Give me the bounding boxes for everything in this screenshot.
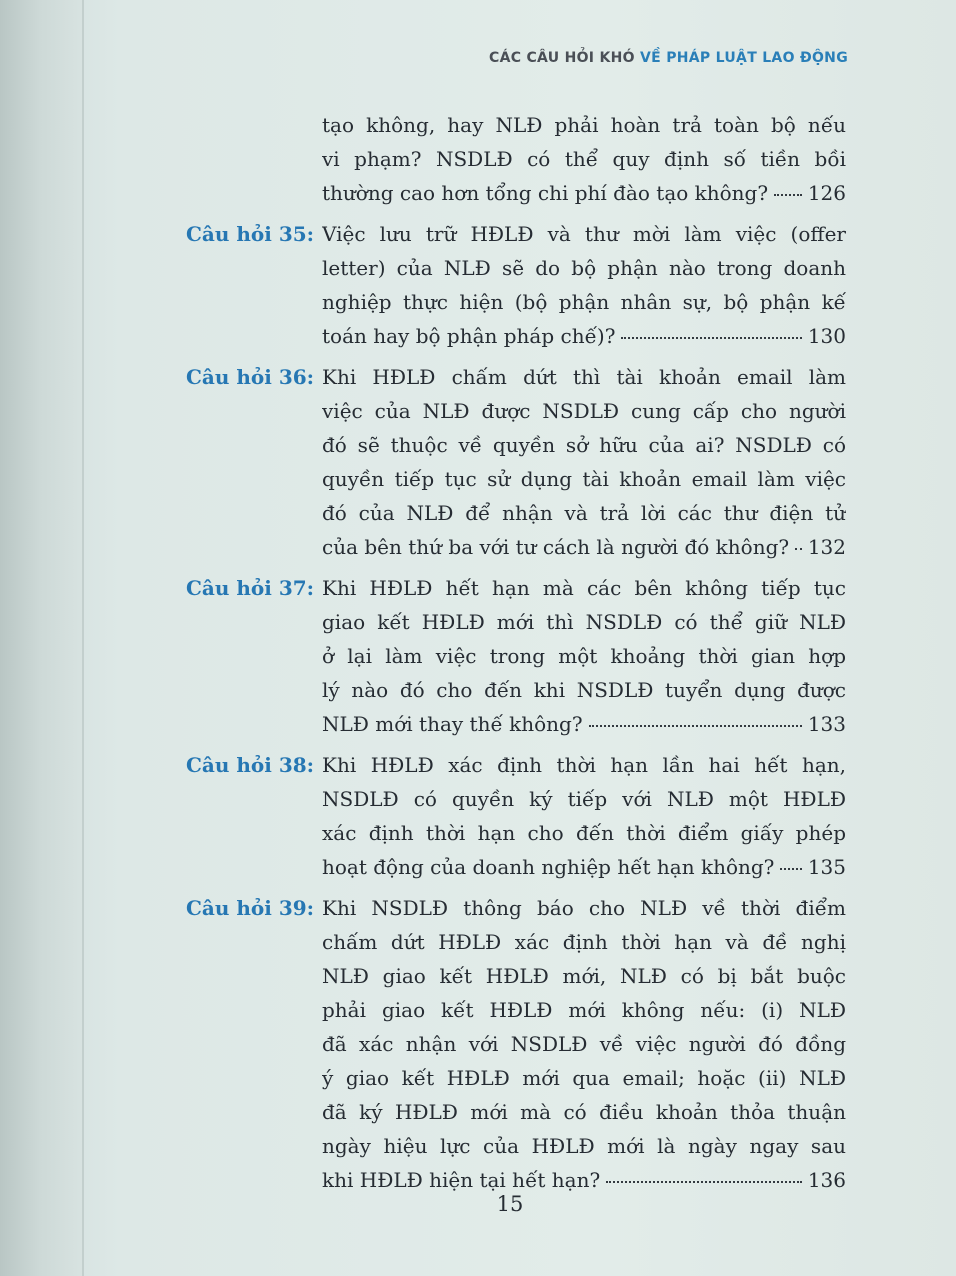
toc-line — [186, 639, 846, 673]
gutter-line — [82, 0, 84, 1276]
header-part-1: CÁC CÂU HỎI KHÓ — [489, 50, 641, 66]
page-reference: 133 — [807, 712, 846, 736]
question-text: đó của NLĐ để nhận và trả lời các thư điện tử — [322, 501, 846, 525]
running-header — [489, 50, 848, 66]
question-text: Khi HĐLĐ chấm dứt thì tài khoản email làm — [322, 365, 846, 389]
toc-line — [186, 816, 846, 850]
toc-line — [186, 571, 846, 605]
toc-line — [186, 462, 846, 496]
toc-line — [186, 1129, 846, 1163]
toc-entry — [186, 360, 846, 564]
question-text: việc của NLĐ được NSDLĐ cung cấp cho người — [322, 399, 846, 423]
toc-line — [186, 850, 846, 884]
dot-leader — [589, 724, 802, 727]
toc-entry — [186, 891, 846, 1197]
question-text: phải giao kết HĐLĐ mới không nếu: (i) NLĐ — [322, 998, 846, 1022]
toc-line — [186, 748, 846, 782]
toc-line — [186, 1027, 846, 1061]
question-text: lý nào đó cho đến khi NSDLĐ tuyển dụng được — [322, 678, 846, 702]
question-text: nghiệp thực hiện (bộ phận nhân sự, bộ phận kế — [322, 290, 846, 314]
question-label: Câu hỏi 37: — [186, 576, 315, 600]
binding-gutter — [0, 0, 84, 1276]
question-text: chấm dứt HĐLĐ xác định thời hạn và đề nghị — [322, 930, 846, 954]
question-text: đã xác nhận với NSDLĐ về việc người đó đồng — [322, 1032, 846, 1056]
question-text: quyền tiếp tục sử dụng tài khoản email làm việc — [322, 467, 846, 491]
page-reference: 130 — [807, 324, 846, 348]
question-text: NLĐ giao kết HĐLĐ mới, NLĐ có bị bắt buộc — [322, 964, 846, 988]
question-text: giao kết HĐLĐ mới thì NSDLĐ có thể giữ NLĐ — [322, 610, 846, 634]
question-text: ở lại làm việc trong một khoảng thời gian hợp — [322, 644, 846, 668]
toc-line — [186, 428, 846, 462]
question-text: ý giao kết HĐLĐ mới qua email; hoặc (ii) NLĐ — [322, 1066, 846, 1090]
header-part-2: VỀ PHÁP LUẬT LAO ĐỘNG — [640, 50, 848, 66]
question-text: đã ký HĐLĐ mới mà có điều khoản thỏa thuận — [322, 1100, 846, 1124]
toc-entry — [186, 571, 846, 741]
question-label: Câu hỏi 35: — [186, 222, 315, 246]
question-text: tạo không, hay NLĐ phải hoàn trả toàn bộ nếu — [322, 113, 846, 137]
question-text: vi phạm? NSDLĐ có thể quy định số tiền bồi — [322, 147, 846, 171]
dot-leader — [606, 1180, 802, 1183]
page-reference: 132 — [807, 535, 846, 559]
toc-line — [186, 707, 846, 741]
toc-line — [186, 605, 846, 639]
dot-leader — [774, 193, 802, 196]
toc-line — [186, 1095, 846, 1129]
question-text: letter) của NLĐ sẽ do bộ phận nào trong doanh — [322, 256, 846, 280]
toc-line — [186, 782, 846, 816]
toc-line — [186, 394, 846, 428]
toc-line — [186, 925, 846, 959]
toc-line — [186, 319, 846, 353]
question-text: hoạt động của doanh nghiệp hết hạn không? — [322, 855, 775, 879]
toc-line — [186, 142, 846, 176]
page-reference: 126 — [807, 181, 846, 205]
toc-line — [186, 959, 846, 993]
dot-leader — [780, 867, 801, 870]
toc-line — [186, 993, 846, 1027]
toc-line — [186, 1061, 846, 1095]
toc-line — [186, 673, 846, 707]
question-text: thường cao hơn tổng chi phí đào tạo không? — [322, 181, 769, 205]
question-text: toán hay bộ phận pháp chế)? — [322, 324, 616, 348]
toc-entry — [186, 217, 846, 353]
toc-line — [186, 285, 846, 319]
question-text: NSDLĐ có quyền ký tiếp với NLĐ một HĐLĐ — [322, 787, 846, 811]
toc-line — [186, 360, 846, 394]
toc-entry — [186, 748, 846, 884]
question-text: xác định thời hạn cho đến thời điểm giấy phép — [322, 821, 846, 845]
question-text: Việc lưu trữ HĐLĐ và thư mời làm việc (offer — [322, 222, 846, 246]
toc-line — [186, 217, 846, 251]
question-text: Khi HĐLĐ hết hạn mà các bên không tiếp tục — [322, 576, 846, 600]
toc-line — [186, 530, 846, 564]
question-text: khi HĐLĐ hiện tại hết hạn? — [322, 1168, 601, 1192]
toc-line — [186, 108, 846, 142]
question-text: NLĐ mới thay thế không? — [322, 712, 583, 736]
toc-line — [186, 251, 846, 285]
toc-line — [186, 891, 846, 925]
question-text: Khi HĐLĐ xác định thời hạn lần hai hết hạn, — [322, 753, 846, 777]
question-text: Khi NSDLĐ thông báo cho NLĐ về thời điểm — [322, 896, 846, 920]
question-text: ngày hiệu lực của HĐLĐ mới là ngày ngay sau — [322, 1134, 846, 1158]
dot-leader — [621, 336, 801, 339]
toc-line — [186, 176, 846, 210]
question-label: Câu hỏi 38: — [186, 753, 315, 777]
toc-entry — [186, 108, 846, 210]
question-label: Câu hỏi 36: — [186, 365, 315, 389]
page-reference: 136 — [807, 1168, 846, 1192]
question-text: đó sẽ thuộc về quyền sở hữu của ai? NSDLĐ có — [322, 433, 846, 457]
page-number: 15 — [496, 1192, 524, 1216]
question-label: Câu hỏi 39: — [186, 896, 315, 920]
dot-leader — [795, 547, 802, 550]
table-of-contents — [186, 108, 846, 1204]
toc-line — [186, 496, 846, 530]
page-reference: 135 — [807, 855, 846, 879]
question-text: của bên thứ ba với tư cách là người đó không? — [322, 535, 790, 559]
